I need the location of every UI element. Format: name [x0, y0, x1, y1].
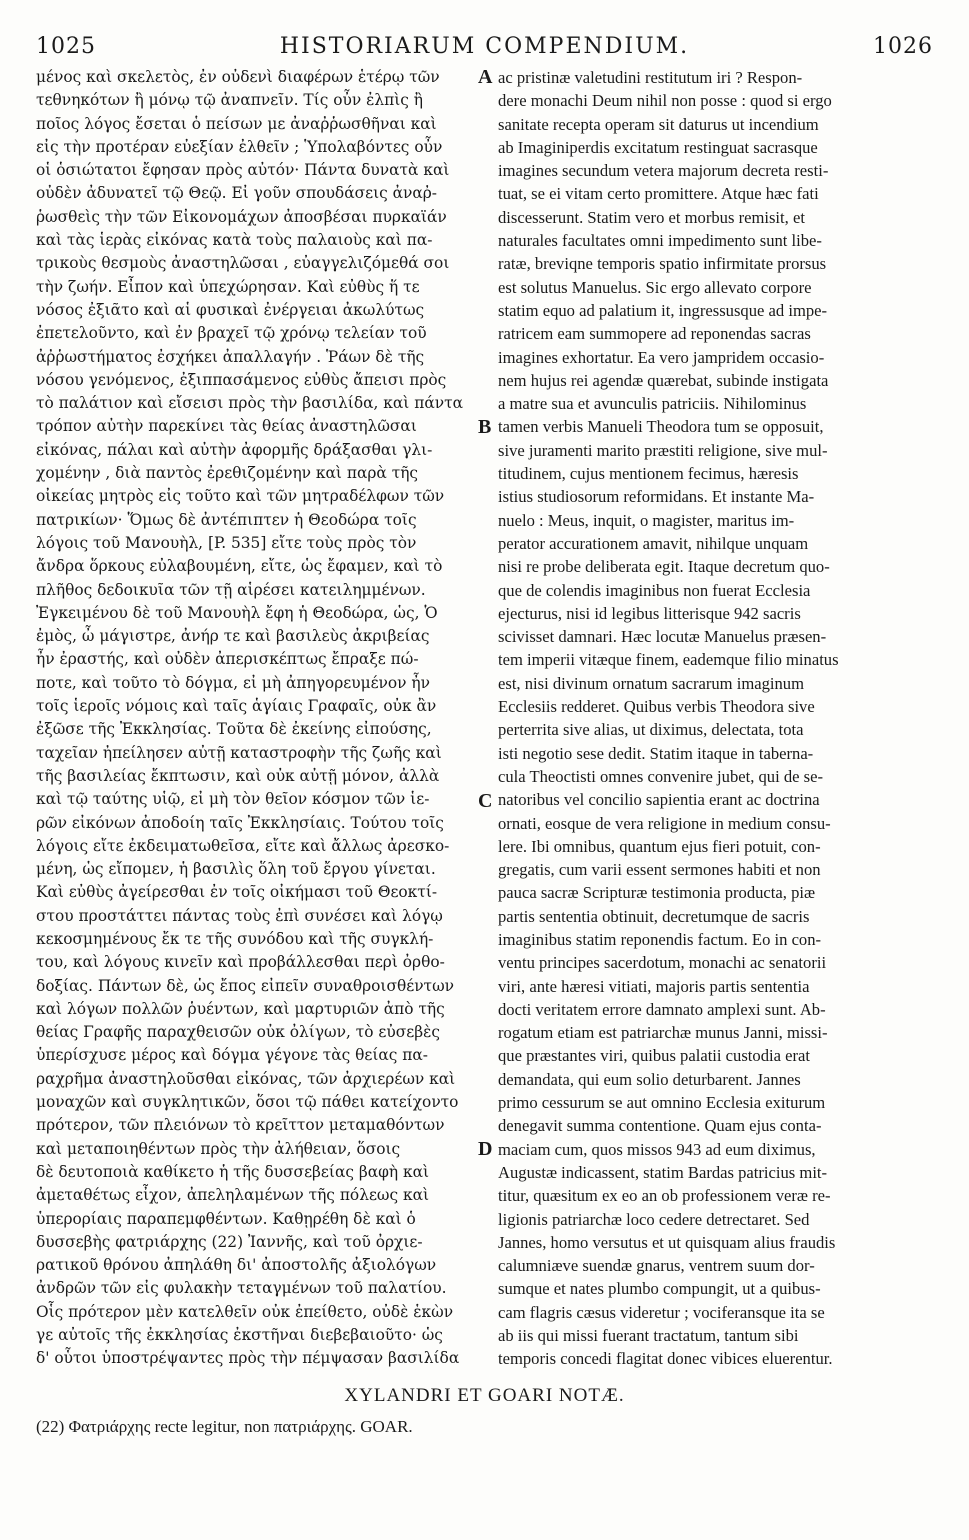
latin-text-line: cula Theoctisti omnes convenire jubet, qui de se-: [498, 766, 824, 786]
greek-text-line: οὐδὲν ἀδυνατεῖ τῷ Θεῷ. Εἰ γοῦν σπουδάσεις ἀναῤ-: [36, 184, 438, 203]
greek-text-line: πρότερον, τῶν πλειόνων τὸ κρεῖττον μεταμαθόντων: [36, 1116, 445, 1135]
notes-heading: XYLANDRI ET GOARI NOTÆ.: [344, 1385, 625, 1406]
greek-text-line: Οἷς πρότερον μὲν κατελθεῖν οὐκ ἐπείθετο, οὐδὲ ἑκὼν: [36, 1302, 454, 1321]
greek-text-line: τρικοὺς θεσμοὺς ἀναστηλῶσαι , εὐαγγελιζόμεθά σοι: [36, 254, 450, 273]
footnote: (22) Φατριάρχης recte legitur, non πατριάρχης. GOAR.: [36, 1417, 413, 1436]
greek-text-line: ταχεῖαν ἠπείλησεν αὐτῇ καταστροφὴν τῆς ζωῆς καὶ: [36, 743, 442, 762]
latin-text-line: tuat, se ei vitam certo promittere. Atque hæc fati: [498, 184, 819, 204]
greek-text-line: τὴν ζωήν. Εἶπον καὶ ὑπεχώρησαν. Καὶ εὐθὺς ἥ τε: [36, 277, 420, 296]
latin-text-line: imagines secundum vetera majorum decreta resti-: [498, 161, 829, 181]
latin-text-line: istius studiosorum reformidans. Et instante Ma-: [498, 487, 815, 507]
latin-text-line: ab Imaginiperdis excitatum restinguat sacrasque: [498, 137, 818, 157]
margin-marker-c: C: [478, 790, 493, 812]
greek-text-line: τοῖς ἱεροῖς νόμοις καὶ ταῖς ἁγίαις Γραφαῖς, οὐκ ἂν: [36, 697, 437, 716]
latin-text-line: titudinem, cujus mentionem fecimus, hæresis: [498, 464, 799, 484]
greek-text-line: τρόπον αὐτὴν παρεκίνει τὰς θείας ἀναστηλῶσαι: [36, 417, 417, 436]
latin-text-line: Augustæ indicassent, statim Bardas patricius mit-: [498, 1162, 828, 1182]
latin-text-line: est, nisi divinum ornatum sacrarum imaginum: [498, 673, 805, 693]
latin-text-line: tamen verbis Manueli Theodora tum se opposuit,: [498, 417, 824, 437]
greek-text-line: ἐπετελοῦντο, καὶ ἐν βραχεῖ τῷ χρόνῳ τελείαν τοῦ: [36, 324, 427, 343]
greek-text-line: καὶ λόγων πολλῶν ῥυέντων, καὶ μαρτυριῶν ἀπὸ τῆς: [36, 999, 445, 1018]
greek-text-line: τεθνηκότων ἢ μόνῳ τῷ ἀναπνεῖν. Τίς οὖν ἐλπὶς ἢ: [36, 91, 424, 110]
latin-text-line: perator accurationem amavit, nihilque unquam: [498, 533, 809, 553]
latin-text-line: tem imperii vitæque finem, eademque filio minatus: [498, 650, 839, 670]
latin-text-line: imaginibus statim reponendis factum. Eo in con-: [498, 929, 822, 949]
greek-text-line: κεκοσμημένους ἔκ τε τῆς συνόδου καὶ τῆς συγκλή-: [36, 929, 434, 948]
greek-text-line: καὶ τῷ ταύτης υἱῷ, εἰ μὴ τὸν θεῖον κόσμον τῶν ἱε-: [36, 790, 430, 809]
latin-text-line: que præstantes viri, quibus palatii custodia erat: [498, 1046, 810, 1066]
greek-text-line: πατρικίων· Ὅμως δὲ ἀντέπιπτεν ἡ Θεοδώρα τοῖς: [36, 510, 417, 529]
greek-text-line: λόγοις εἴτε ἐκδειματωθεῖσα, εἴτε καὶ ἄλλως ἀρεσκο-: [36, 836, 450, 855]
latin-text-line: calumniæve suendæ gnarus, ventrem suum dor-: [498, 1256, 815, 1276]
latin-text-line: sumque et nates plumbo compungit, ut a quibus-: [498, 1279, 821, 1299]
greek-text-line: ὑπερορίαις παραπεμφθέντων. Καθῃρέθη δὲ καὶ ὁ: [36, 1209, 416, 1228]
greek-text-line: ἀμεταθέτως εἶχον, ἀπεληλαμένων τῆς πόλεως καὶ: [36, 1186, 430, 1205]
greek-text-line: θείας Γραφῆς παραχθεισῶν οὐκ ὀλίγων, τὸ εὐσεβὲς: [36, 1023, 440, 1042]
latin-text-line: lere. Ibi omnibus, quantum ejus fieri potuit, con-: [498, 836, 821, 856]
latin-text-line: gregatis, cum varii essent sermones habiti et non: [498, 860, 821, 880]
greek-text-line: μένη, ὡς εἴπομεν, ἡ βασιλὶς ὅλη τοῦ ἔργου γίνεται.: [36, 860, 436, 879]
latin-text-line: denegavit summa contentione. Quam ejus conta-: [498, 1116, 822, 1136]
latin-text-line: maciam cum, quos missos 943 ad eum diximus,: [498, 1139, 816, 1159]
greek-text-line: καὶ μεταποιηθέντων πρὸς τὴν ἀλήθειαν, ὅσοις: [36, 1139, 401, 1158]
greek-text-line: εἰκόνας, πάλαι καὶ αὐτὴν ἀφορμῆς δράξασθαι γλι-: [36, 440, 433, 459]
greek-text-line: ἄνδρα ὅρκους εὐλαβουμένη, εἴτε, ὡς ἔφαμεν, καὶ τὸ: [36, 557, 443, 576]
greek-text-line: οἱ ὁσιώτατοι ἔφησαν πρὸς αὐτόν· Πάντα δυνατὰ καὶ: [36, 161, 450, 180]
greek-text-line: δ' οὗτοι ὑποστρέψαντες πρὸς τὴν πέμψασαν βασιλίδα: [36, 1349, 460, 1368]
latin-text-line: isti negotio sese dedit. Statim itaque in taberna-: [498, 743, 814, 763]
greek-text-line: δὲ δευτοποιὰ καθίκετο ἡ τῆς δυσσεβείας βαφὴ καὶ: [36, 1162, 430, 1181]
latin-text-line: sanitate recepta operam sit daturus ut incendium: [498, 114, 819, 134]
greek-text-line: ρῶν εἰκόνων ἀποδοίη ταῖς Ἐκκλησίαις. Τούτου τοῖς: [36, 813, 444, 832]
greek-text-line: ρατικοῦ θρόνου ἀπηλάθη δι' ἀποστολῆς ἀξιολόγων: [36, 1256, 437, 1275]
greek-text-line: εἰς τὴν προτέραν εὐεξίαν ἐλθεῖν ; Ὑπολαβόντες οὖν: [36, 137, 443, 156]
greek-text-line: ῥωσθεὶς τὴν τῶν Εἰκονομάχων ἀποσβέσαι πυρκαϊάν: [36, 207, 447, 226]
greek-text-line: καὶ τὰς ἱερὰς εἰκόνας κατὰ τοὺς παλαιοὺς καὶ πα-: [36, 231, 433, 250]
greek-text-line: ποτε, καὶ τοῦτο τὸ δόγμα, εἰ μὴ ἀπηγορευμένον ἦν: [36, 673, 430, 692]
latin-text-line: partis sententia obtinuit, decretumque de sacris: [498, 906, 810, 926]
latin-text-line: ratricem eam summopere ad reponendas sacras: [498, 324, 811, 344]
greek-text-line: Ἐγκειμένου δὲ τοῦ Μανουὴλ ἔφη ἡ Θεοδώρα, ὡς, Ὁ: [36, 603, 438, 622]
greek-text-line: λόγοις τοῦ Μανουὴλ, [P. 535] εἴτε τοὺς πρὸς τὸν: [36, 533, 417, 552]
greek-text-line: δυσσεβὴς φατριάρχης (22) Ἰαννῆς, καὶ τοῦ ὀρχιε-: [36, 1232, 423, 1251]
latin-text-line: est solutus Manuelus. Sic ergo allevato corpore: [498, 277, 812, 297]
margin-marker-a: A: [478, 66, 493, 88]
latin-text-line: imagines exhortatur. Ea vero jampridem occasio-: [498, 347, 825, 367]
latin-text-column: [498, 66, 934, 1371]
greek-text-line: ἀῤῥωστήματος ἐσχήκει ἀπαλλαγήν . Ῥάων δὲ τῆς: [36, 347, 425, 366]
greek-text-line: ραχρῆμα ἀναστηλοῦσθαι εἰκόνας, τῶν ἀρχιερέων καὶ: [36, 1069, 456, 1088]
latin-text-line: ac pristinæ valetudini restitutum iri ? Respon-: [498, 68, 803, 87]
latin-text-line: cam flagris cæsus videretur ; vociferansque ita se: [498, 1302, 825, 1322]
latin-text-line: scivisset damnari. Hæc locutæ Manuelus præsen-: [498, 627, 827, 647]
latin-text-line: primo cessurum se aut omnino Ecclesia exiturum: [498, 1093, 826, 1113]
greek-text-line: νόσος ἐξιᾶτο καὶ αἱ φυσικαὶ ἐνέργειαι ἀκωλύτως: [36, 300, 425, 319]
latin-text-line: naturales facultates omni impedimento sunt libe-: [498, 231, 822, 251]
latin-text-line: ornati, eosque de vera religione in medium consu-: [498, 813, 831, 833]
greek-text-line: Καὶ εὐθὺς ἀγείρεσθαι ἐν τοῖς οἰκήμασι τοῦ Θεοκτί-: [36, 883, 438, 902]
latin-text-line: Jannes, homo versutus et ut quisquam alius fraudis: [498, 1232, 836, 1252]
latin-text-line: ventu principes sacerdotum, monachi ac senatorii: [498, 953, 827, 973]
latin-text-line: titur, quæsitum ex eo an ob professionem veræ re-: [498, 1186, 831, 1206]
margin-marker-d: D: [478, 1138, 493, 1160]
greek-text-line: γε αὐτοῖς τῆς ἐκκλησίας ἐκστῆναι διεβεβαιοῦτο· ὡς: [36, 1326, 443, 1345]
latin-text-line: natoribus vel concilio sapientia erant ac doctrina: [498, 790, 820, 810]
latin-text-line: ligionis patriarchæ loco cedere detrectaret. Sed: [498, 1209, 810, 1229]
latin-text-line: docti veritatem errore damnato amplexi sunt. Ab-: [498, 999, 826, 1019]
greek-text-line: του, καὶ λόγους κινεῖν καὶ προβάλλεσθαι περὶ ὀρθο-: [36, 953, 445, 972]
latin-text-line: a matre sua et avunculis patriciis. Nihilominus: [498, 394, 807, 414]
greek-text-line: δοξίας. Πάντων δὲ, ὡς ἔπος εἰπεῖν συναθροισθέντων: [36, 976, 454, 995]
latin-text-line: ab iis qui missi fuerant tractatum, tantum sibi: [498, 1326, 799, 1346]
latin-text-line: ratæ, breviqne temporis spatio infirmitate prorsus: [498, 254, 827, 274]
page-header: [36, 34, 933, 60]
latin-text-line: rogatum etiam est patriarchæ munus Janni, missi-: [498, 1023, 828, 1043]
latin-text-line: discesserunt. Statim vero et morbus remisit, et: [498, 207, 805, 227]
latin-text-line: nisi re probe deliberata egit. Itaque decretum quo-: [498, 557, 830, 577]
latin-text-line: nuelo : Meus, inquit, o magister, maritus im-: [498, 510, 795, 530]
greek-text-line: νόσου γενόμενος, ἐξιππασάμενος εὐθὺς ἄπεισι πρὸς: [36, 370, 447, 389]
greek-text-line: τῆς βασιλείας ἔκπτωσιν, καὶ οὐκ αὐτῇ μόνον, ἀλλὰ: [36, 766, 440, 785]
margin-marker-b: B: [478, 416, 492, 438]
greek-text-line: ἀνδρῶν τῶν εἰς φυλακὴν τεταγμένων τοῦ παλατίου.: [36, 1279, 447, 1298]
greek-text-line: ποῖος λόγος ἔσεται ὁ πείσων με ἀναῤῥωσθῆναι καὶ: [36, 114, 437, 133]
greek-text-line: πλῆθος δεδοικυῖα τῶν τῇ αἱρέσει κατειλημμένων.: [36, 580, 426, 599]
greek-text-column: [36, 66, 476, 1371]
greek-text-line: τὸ παλάτιον καὶ εἴσεισι πρὸς τὴν βασιλίδα, καὶ πάντα: [36, 394, 463, 413]
greek-text-line: ἐξῶσε τῆς Ἐκκλησίας. Τοῦτα δὲ ἐκείνης εἰπούσης,: [36, 720, 432, 739]
greek-text-line: ἦν ἐραστής, καὶ οὐδὲν ἀπερισκέπτως ἔπραξε πώ-: [36, 650, 419, 669]
latin-text-line: Ecclesiis redderet. Quibus verbis Theodora sive: [498, 697, 815, 717]
latin-text-line: statim equo ad palatium it, ingressusque ad impe-: [498, 300, 828, 320]
latin-text-line: sive juramenti marito præstiti religione, sive mul-: [498, 440, 828, 460]
greek-text-line: μένος καὶ σκελετὸς, ἐν οὐδενὶ διαφέρων ἑτέρῳ τῶν: [36, 68, 440, 86]
greek-text-line: χομένην , διὰ παντὸς ἐρεθιζομένην καὶ παρὰ τῆς: [36, 464, 419, 483]
latin-text-line: pauca sacræ Scripturæ testimonia producta, piæ: [498, 883, 816, 903]
running-title: HISTORIARUM COMPENDIUM.: [279, 34, 690, 59]
latin-text-line: dere monachi Deum nihil non posse : quod si ergo: [498, 91, 832, 111]
greek-text-line: οἰκείας μητρὸς εἰς τοῦτο καὶ τῶν μητραδέλφων τῶν: [36, 487, 445, 506]
greek-text-line: μοναχῶν καὶ συγκλητικῶν, ὅσοι τῷ πάθει κατείχοντο: [36, 1093, 459, 1112]
latin-text-line: que de colendis imaginibus non fuerat Ecclesia: [498, 580, 811, 600]
page-number-right: 1026: [872, 34, 933, 59]
latin-text-line: nem hujus rei agendæ quærebat, subinde instigata: [498, 370, 829, 390]
latin-text-line: ejecturus, nisi id legibus litterisque 942 sacris: [498, 603, 801, 623]
page-number-left: 1025: [36, 34, 96, 59]
latin-text-line: demandata, qui eum solio deturbarent. Jannes: [498, 1069, 801, 1089]
latin-text-line: viri, ante hæresi vitiati, majoris partis sententia: [498, 976, 810, 996]
greek-text-line: ἐμὸς, ὦ μάγιστρε, ἀνήρ τε καὶ βασιλεὺς ἀκριβείας: [36, 627, 430, 646]
latin-text-line: temporis concedi flagitat donec vibices eluerentur.: [498, 1349, 833, 1369]
latin-text-line: perterrita sive alias, ut diximus, delectata, tota: [498, 720, 804, 740]
greek-text-line: ὑπερίσχυσε μέρος καὶ δόγμα γέγονε τὰς θείας πα-: [36, 1046, 429, 1065]
greek-text-line: στου προστάττει πάντας τοὺς ἐπὶ συνέσει καὶ λόγῳ: [36, 906, 443, 925]
